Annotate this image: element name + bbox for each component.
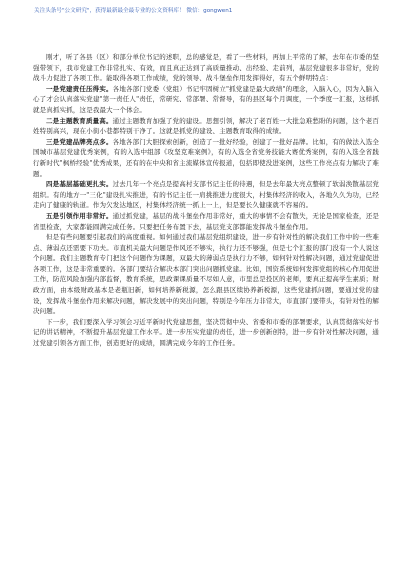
document-body <box>33 52 379 349</box>
paragraph-text: 但是有些问题要引起我们的高度重视。如何通过我们基层党组织建设，进一步有针对性的解决我们工作中的一些难点、薄弱点还需要下功夫。市直机关最大问题是作风还不够实，执行力还不够强，但是七个汇报的部门没有一个人说这个问题。我们主题教育专门把这个问题作为课题，双最大的薄弱点是执行力不够，如何针对性解决问题，通过党建促进各项工作，这是非常重要的。各部门要结合解决本部门突出问题抓党建。比如，国资系统如何发挥党组的核心作用促进工作，防范风险加强内部监督，教育系统，思政课课质量不尽如人意，市里总是投区的老师，要真正提高学生素质；财政方面，由本级财政基本是老瓶旧新，如何培养新税源，怎么跟县区续协养新税源，这些党建抓问题，要通过党的建设，发挥战斗堡垒作用来解决问题，解决发展中的突出问题，特别是今年压力非常大，市直部门要带头，有针对性的解决问题。 <box>33 233 379 316</box>
paragraph-text: 通过抓党建，基层的战斗堡垒作用非常好，重大的事情不会有散失，无论是国家检查，还是省里检查，大家都能圆满完成任务。只要把任务布置下去，基层党支部都能发挥战斗堡垒作用。 <box>33 211 380 231</box>
paragraph-point-4 <box>33 179 379 211</box>
paragraph-heading: 四是基层基础更扎实。 <box>46 180 113 189</box>
paragraph-text: 下一步，我们要深入学习领会习近平新时代党建思想，坚决贯彻中央、省委和市委的部署要求，认真贯彻落实好书记的讲话精神，不断提升基层党建工作水平。进一步压实党建的责任，进一步创新创特，进一步有针对性解决问题，通过党建引领各方面工作，创造更好的成绩，圆满完成今年的工作任务。 <box>33 317 379 348</box>
paragraph-text: 刚才，听了各县（区）和部分单位书记的述职，总的感觉是，看了一些材料，再加上平常的了解，去年在市委的坚强带领下，我市党建工作非常扎实、有效，而且真正达到了高质量推动、出经验、走前列，基层党建很多非常好，党的战斗力促进了各项工作。能取得各项工作成绩，党的领导、战斗堡垒作用发挥得好，有五个鲜明特点： <box>33 53 379 83</box>
paragraph-text: 通过主题教育加强了党的建设。思想引领，解决了老百姓一大批急难愁盼的问题，这个老百姓特别高兴，现在小街小巷都特别干净了。这就是抓党的建设、主题教育取得的成绩。 <box>33 116 380 136</box>
paragraph-text: 各地各部门大胆探索创新，创造了一批好经验，创建了一批好品牌。比如，有的做法入选全国城市基层党建优秀案例，有的入选中组部《攻坚克难案例》，有的入选全省党务技能大赛优秀案例，有的入选全省践行新时代"枫桥经验"优秀成果，还有的在中央和省主流媒体宣传报道，包括即使没进案例，这些工作亮点有力解决了难题。 <box>33 137 380 178</box>
paragraph-point-5 <box>33 211 379 232</box>
paragraph-heading: 一是党建责任压得实。 <box>46 84 113 93</box>
paragraph-heading: 二是主题教育质量高。 <box>46 116 113 125</box>
paragraph-heading: 五是引领作用非常好。 <box>46 211 113 220</box>
paragraph-point-3 <box>33 137 379 179</box>
paragraph-point-2 <box>33 116 379 137</box>
page-header-banner: 关注头条号"公文研究"，获得最新最全最专业的公文资料库！ 微信：gongwen1 <box>34 8 233 14</box>
paragraph-next-steps <box>33 317 379 349</box>
paragraph-intro <box>33 52 379 84</box>
paragraph-text: 各地各部门党委（党组）书记牢固树立"抓党建是最大政绩"的理念，入脑入心，因为入脑入心了才会认真落实党建"第一责任人"责任，常研究、常部署、常督导，有的县区每个月调度，一个季度一汇报，这样抓就是真抓实抓，这是我最大一个体会。 <box>33 84 379 114</box>
paragraph-heading: 三是党建品牌亮点多。 <box>46 137 113 146</box>
paragraph-text: 过去几年一个亮点是提高村支部书记主任的待遇，但是去年最大亮点整顿了软弱涣散基层党组织。有的地方一"三化"建设扎实推进，有的书记主任一肩挑推进力度很大，村集体经济的收入，各地久久为功，已经走向了健康的轨道。作为欠发达地区，村集体经济统一抓上一上，但是要长久健康就不容易的。 <box>33 180 380 210</box>
paragraph-problems <box>33 232 379 317</box>
paragraph-point-1 <box>33 84 379 116</box>
